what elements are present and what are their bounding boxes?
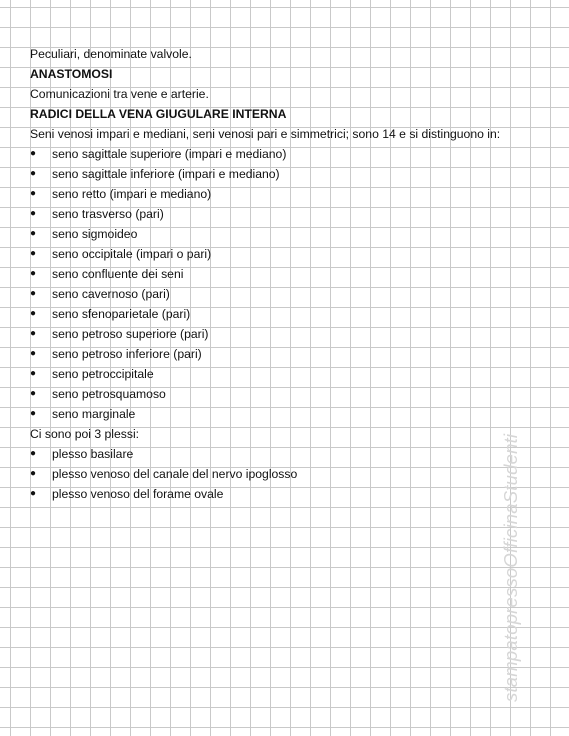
- list-item-text: seno petroccipitale: [52, 367, 154, 381]
- list-item: [30, 404, 550, 424]
- list-item-text: plesso venoso del canale del nervo ipoglosso: [52, 467, 298, 481]
- list-item: [30, 364, 550, 384]
- list-item: [30, 444, 550, 464]
- watermark: stampatopressoOfficinaStudenti: [500, 433, 521, 702]
- bullet-icon: ●: [30, 348, 37, 359]
- document-body: [30, 44, 550, 504]
- list-item-text: seno sfenoparietale (pari): [52, 307, 191, 321]
- list-item: [30, 204, 550, 224]
- list-item: [30, 284, 550, 304]
- list-item: [30, 344, 550, 364]
- bullet-icon: ●: [30, 148, 37, 159]
- anastomosi-text: Comunicazioni tra vene e arterie.: [30, 87, 209, 101]
- list-item-text: seno petroso inferiore (pari): [52, 347, 202, 361]
- list-item: [30, 264, 550, 284]
- list-item-text: seno petrosquamoso: [52, 387, 166, 401]
- list-item-text: seno confluente dei seni: [52, 267, 184, 281]
- list-item: [30, 224, 550, 244]
- list-item: [30, 304, 550, 324]
- bullet-icon: ●: [30, 368, 37, 379]
- bullet-icon: ●: [30, 448, 37, 459]
- list-item-text: plesso venoso del forame ovale: [52, 487, 224, 501]
- list-item: [30, 144, 550, 164]
- radici-text: Seni venosi impari e mediani, seni venosi pari e simmetrici; sono 14 e si distinguono in:: [30, 127, 501, 141]
- bullet-icon: ●: [30, 248, 37, 259]
- bullet-icon: ●: [30, 468, 37, 479]
- bullet-icon: ●: [30, 288, 37, 299]
- list-item-text: seno trasverso (pari): [52, 207, 164, 221]
- list-item: [30, 184, 550, 204]
- bullet-icon: ●: [30, 188, 37, 199]
- bullet-icon: ●: [30, 268, 37, 279]
- list-item-text: seno petroso superiore (pari): [52, 327, 209, 341]
- list-item: [30, 484, 550, 504]
- list-item-text: seno sigmoideo: [52, 227, 138, 241]
- list-item: [30, 164, 550, 184]
- list-item-text: seno occipitale (impari o pari): [52, 247, 212, 261]
- bullet-icon: ●: [30, 488, 37, 499]
- list-item-text: seno sagittale superiore (impari e mediano): [52, 147, 287, 161]
- list-item: [30, 464, 550, 484]
- bullet-icon: ●: [30, 228, 37, 239]
- plessi-list: [30, 444, 550, 504]
- heading-anastomosi: ANASTOMOSI: [30, 67, 113, 81]
- seni-list: [30, 144, 550, 424]
- list-item-text: seno cavernoso (pari): [52, 287, 170, 301]
- bullet-icon: ●: [30, 328, 37, 339]
- bullet-icon: ●: [30, 308, 37, 319]
- list-item-text: seno sagittale inferiore (impari e mediano): [52, 167, 280, 181]
- list-item: [30, 324, 550, 344]
- list-item-text: plesso basilare: [52, 447, 134, 461]
- list-item: [30, 384, 550, 404]
- list-item: [30, 244, 550, 264]
- bullet-icon: ●: [30, 168, 37, 179]
- heading-radici: RADICI DELLA VENA GIUGULARE INTERNA: [30, 107, 287, 121]
- bullet-icon: ●: [30, 408, 37, 419]
- list-item-text: seno marginale: [52, 407, 136, 421]
- intro-line: Peculiari, denominate valvole.: [30, 47, 192, 61]
- bullet-icon: ●: [30, 388, 37, 399]
- list-item-text: seno retto (impari e mediano): [52, 187, 212, 201]
- bullet-icon: ●: [30, 208, 37, 219]
- plessi-intro: Ci sono poi 3 plessi:: [30, 427, 140, 441]
